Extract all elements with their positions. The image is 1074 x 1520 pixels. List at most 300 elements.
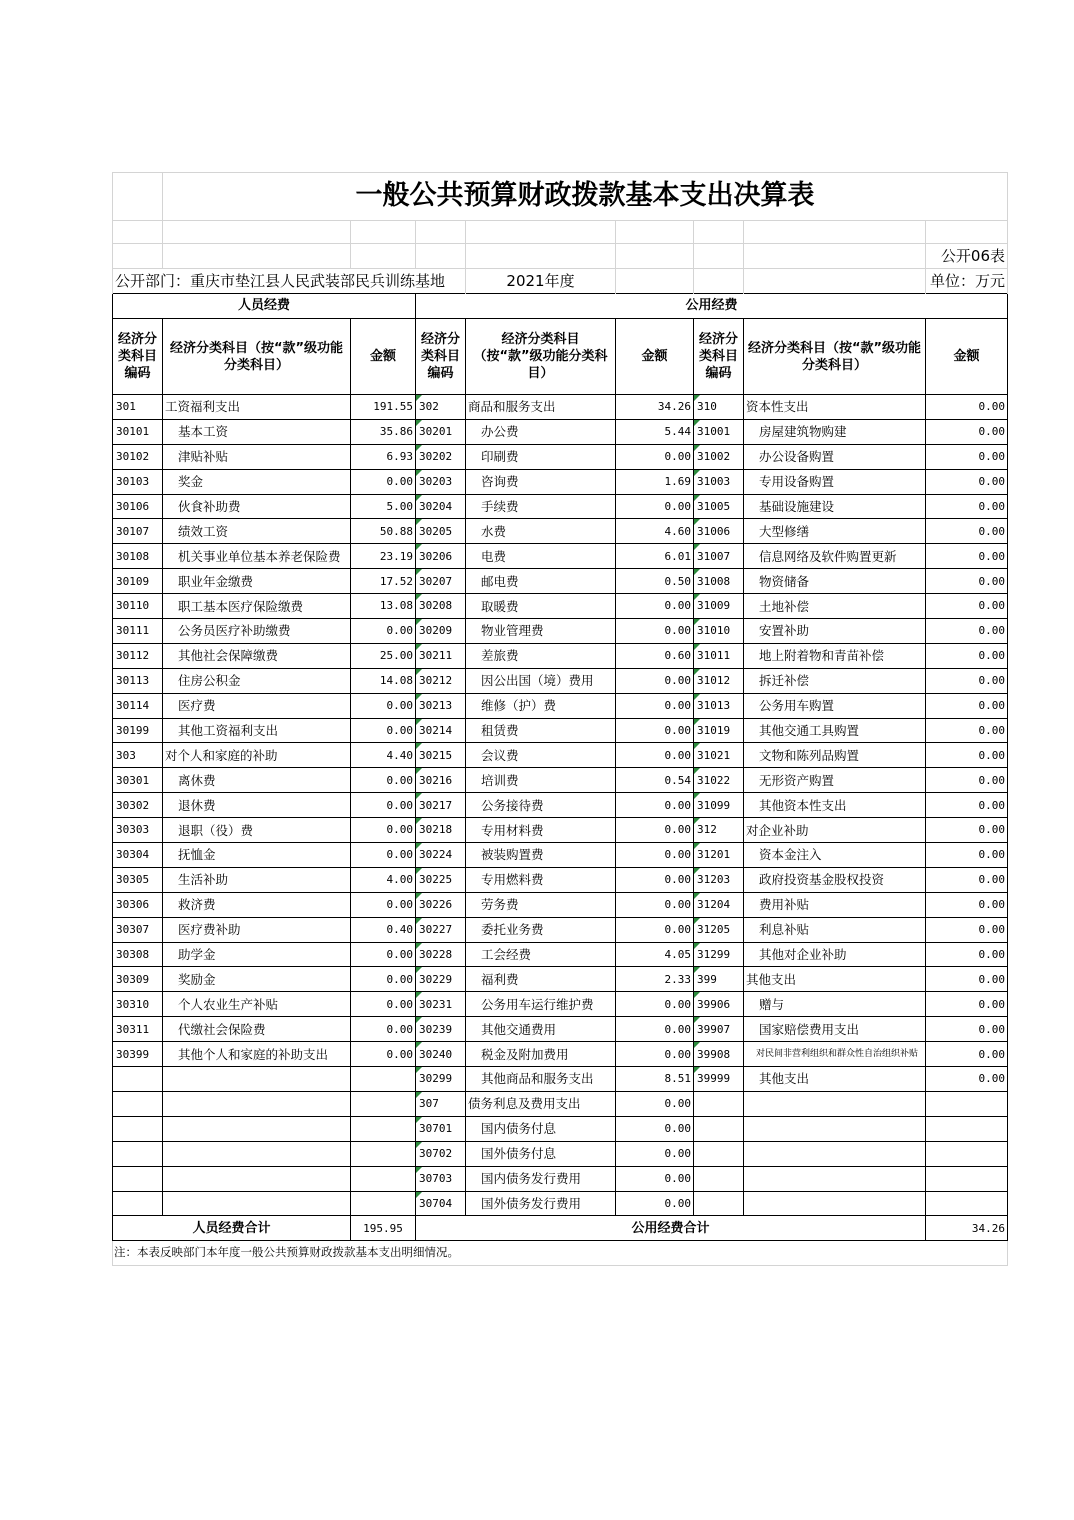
title-row [113,173,1008,221]
public-1-code-cell: 30704 [416,1191,466,1216]
personnel-amount-cell: 13.08 [351,594,416,619]
public-2-code-cell: 31013 [694,693,744,718]
personnel-name-cell: 个人农业生产补贴 [163,992,351,1017]
public-2-code-cell [694,1091,744,1116]
public-1-name-cell: 专用材料费 [466,818,616,843]
personnel-name-cell: 退休费 [163,793,351,818]
personnel-code-cell: 30102 [113,444,163,469]
table-row [113,843,1008,868]
personnel-amount-cell: 0.00 [351,1042,416,1067]
personnel-code-cell: 301 [113,395,163,420]
public-1-amount-cell: 0.00 [616,793,694,818]
public-1-amount-cell: 6.01 [616,544,694,569]
public-2-name-cell: 其他支出 [744,1067,926,1092]
public-1-amount-cell: 34.26 [616,395,694,420]
personnel-name-cell [163,1067,351,1092]
table-row [113,1116,1008,1141]
table-row [113,594,1008,619]
personnel-amount-cell [351,1166,416,1191]
personnel-code-cell: 30103 [113,469,163,494]
public-1-name-cell: 其他交通费用 [466,1017,616,1042]
public-2-name-cell: 资本性支出 [744,395,926,420]
public-2-amount-cell: 0.00 [926,569,1008,594]
table-row [113,1191,1008,1216]
table-row [113,1067,1008,1092]
public-1-code-cell: 30215 [416,743,466,768]
personnel-code-cell: 30106 [113,494,163,519]
table-row [113,892,1008,917]
public-2-code-cell [694,1191,744,1216]
blank-cell [926,221,1008,244]
public-1-code-cell: 30203 [416,469,466,494]
public-2-amount-cell: 0.00 [926,594,1008,619]
blank-cell [416,221,466,244]
public-2-amount-cell [926,1191,1008,1216]
personnel-amount-cell: 0.00 [351,818,416,843]
public-1-code-cell: 307 [416,1091,466,1116]
public-1-amount-cell: 0.00 [616,668,694,693]
table-row [113,1091,1008,1116]
public-1-amount-cell: 0.00 [616,892,694,917]
public-1-amount-header: 金额 [616,319,694,395]
public-1-name-cell: 租赁费 [466,718,616,743]
table-note: 注：本表反映部门本年度一般公共预算财政拨款基本支出明细情况。 [113,1241,1008,1266]
public-1-name-cell: 邮电费 [466,569,616,594]
public-2-name-cell: 国家赔偿费用支出 [744,1017,926,1042]
personnel-name-cell: 救济费 [163,892,351,917]
public-2-name-cell: 文物和陈列品购置 [744,743,926,768]
public-2-name-cell: 费用补贴 [744,892,926,917]
public-2-code-cell: 39907 [694,1017,744,1042]
blank-cell [466,244,616,269]
public-2-name-cell: 安置补助 [744,619,926,644]
table-row [113,444,1008,469]
personnel-code-cell [113,1166,163,1191]
personnel-amount-cell [351,1091,416,1116]
public-1-amount-cell: 2.33 [616,967,694,992]
blank-cell [694,269,744,294]
public-1-code-header: 经济分类科目编码 [416,319,466,395]
personnel-amount-cell: 4.40 [351,743,416,768]
personnel-code-cell: 30101 [113,419,163,444]
public-1-amount-cell: 0.00 [616,1017,694,1042]
public-1-code-cell: 30208 [416,594,466,619]
blank-cell [616,221,694,244]
public-2-code-cell: 31204 [694,892,744,917]
blank-cell [351,244,416,269]
public-2-name-cell: 房屋建筑物购建 [744,419,926,444]
blank-cell [113,173,163,221]
public-2-amount-cell: 0.00 [926,718,1008,743]
personnel-name-cell: 抚恤金 [163,843,351,868]
sheet-footer [113,1216,1008,1266]
public-2-name-cell: 物资储备 [744,569,926,594]
public-2-code-header: 经济分类科目编码 [694,319,744,395]
public-2-amount-cell: 0.00 [926,1017,1008,1042]
public-2-code-cell: 31010 [694,619,744,644]
public-2-code-cell: 31007 [694,544,744,569]
public-1-name-cell: 印刷费 [466,444,616,469]
public-2-name-cell: 地上附着物和青苗补偿 [744,643,926,668]
personnel-amount-cell: 0.00 [351,718,416,743]
table-body [113,395,1008,1216]
blank-cell [416,244,466,269]
public-1-name-cell: 公务用车运行维护费 [466,992,616,1017]
public-2-name-cell: 其他支出 [744,967,926,992]
blank-cell [163,221,351,244]
public-2-name-cell: 资本金注入 [744,843,926,868]
table-row [113,494,1008,519]
personnel-code-cell: 30199 [113,718,163,743]
public-1-amount-cell: 0.00 [616,619,694,644]
public-1-amount-cell: 0.00 [616,1116,694,1141]
table-row [113,395,1008,420]
public-1-name-cell: 国内债务付息 [466,1116,616,1141]
table-row [113,1042,1008,1067]
personnel-code-cell: 30304 [113,843,163,868]
personnel-name-cell: 助学金 [163,942,351,967]
table-row [113,469,1008,494]
personnel-name-header: 经济分类科目（按“款”级功能分类科目） [163,319,351,395]
public-2-name-cell: 无形资产购置 [744,768,926,793]
table-row [113,718,1008,743]
public-2-amount-cell [926,1116,1008,1141]
public-1-amount-cell: 0.60 [616,643,694,668]
public-2-name-cell: 其他资本性支出 [744,793,926,818]
table-row [113,793,1008,818]
public-1-name-cell: 取暖费 [466,594,616,619]
public-1-code-cell: 30211 [416,643,466,668]
form-number-row [113,244,1008,269]
note-row [113,1241,1008,1266]
blank-cell [744,244,926,269]
public-2-name-header: 经济分类科目（按“款”级功能分类科目） [744,319,926,395]
personnel-name-cell: 职业年金缴费 [163,569,351,594]
personnel-name-cell: 住房公积金 [163,668,351,693]
personnel-code-cell: 30112 [113,643,163,668]
public-1-name-cell: 工会经费 [466,942,616,967]
public-2-code-cell: 31001 [694,419,744,444]
expenditure-table [112,172,1008,1266]
personnel-code-cell: 30110 [113,594,163,619]
public-2-amount-cell: 0.00 [926,818,1008,843]
personnel-total-amount: 195.95 [351,1216,416,1241]
public-1-amount-cell: 0.00 [616,743,694,768]
personnel-amount-cell: 0.00 [351,843,416,868]
public-1-name-cell: 维修（护）费 [466,693,616,718]
table-row [113,917,1008,942]
public-1-name-cell: 税金及附加费用 [466,1042,616,1067]
public-2-name-cell: 土地补偿 [744,594,926,619]
unit-label: 单位：万元 [926,269,1008,294]
public-2-amount-cell: 0.00 [926,444,1008,469]
public-2-code-cell [694,1166,744,1191]
personnel-amount-cell: 0.00 [351,469,416,494]
public-1-amount-cell: 0.00 [616,1091,694,1116]
personnel-amount-cell [351,1141,416,1166]
public-1-amount-cell: 0.00 [616,594,694,619]
public-2-code-cell: 31299 [694,942,744,967]
public-1-amount-cell: 0.00 [616,867,694,892]
table-row [113,942,1008,967]
public-1-code-cell: 30217 [416,793,466,818]
personnel-amount-cell: 0.00 [351,942,416,967]
public-2-amount-cell: 0.00 [926,992,1008,1017]
public-1-name-cell: 被装购置费 [466,843,616,868]
personnel-name-cell [163,1091,351,1116]
personnel-code-cell: 30399 [113,1042,163,1067]
sheet-header [113,173,1008,395]
public-2-name-cell: 拆迁补偿 [744,668,926,693]
personnel-amount-cell: 23.19 [351,544,416,569]
personnel-amount-cell [351,1191,416,1216]
personnel-amount-cell: 0.00 [351,768,416,793]
blank-cell [616,244,694,269]
public-1-amount-cell: 0.54 [616,768,694,793]
personnel-name-cell: 代缴社会保险费 [163,1017,351,1042]
public-1-code-cell: 30207 [416,569,466,594]
public-2-code-cell: 31201 [694,843,744,868]
public-2-code-cell: 39908 [694,1042,744,1067]
table-row [113,992,1008,1017]
personnel-code-cell: 30114 [113,693,163,718]
form-number: 公开06表 [926,244,1008,269]
public-2-name-cell: 政府投资基金股权投资 [744,867,926,892]
personnel-amount-cell: 4.00 [351,867,416,892]
public-1-amount-cell: 0.00 [616,1042,694,1067]
public-2-amount-cell: 0.00 [926,793,1008,818]
table-row [113,867,1008,892]
personnel-code-cell: 30302 [113,793,163,818]
personnel-total-label: 人员经费合计 [113,1216,351,1241]
public-2-name-cell: 其他交通工具购置 [744,718,926,743]
personnel-code-cell: 30111 [113,619,163,644]
public-2-name-cell [744,1191,926,1216]
table-row [113,1141,1008,1166]
personnel-amount-cell: 0.40 [351,917,416,942]
public-total-amount: 34.26 [926,1216,1008,1241]
personnel-name-cell: 津贴补贴 [163,444,351,469]
blank-cell [744,221,926,244]
public-1-name-cell: 因公出国（境）费用 [466,668,616,693]
table-row [113,619,1008,644]
public-2-code-cell: 39906 [694,992,744,1017]
public-1-name-cell: 其他商品和服务支出 [466,1067,616,1092]
public-2-code-cell: 31205 [694,917,744,942]
table-row [113,693,1008,718]
fiscal-year: 2021年度 [466,269,616,294]
public-2-amount-cell: 0.00 [926,668,1008,693]
public-2-code-cell: 31005 [694,494,744,519]
public-2-code-cell: 31002 [694,444,744,469]
public-2-code-cell: 31099 [694,793,744,818]
blank-cell [113,221,163,244]
blank-cell [351,221,416,244]
table-row [113,668,1008,693]
blank-cell [466,221,616,244]
public-1-amount-cell: 4.05 [616,942,694,967]
public-1-amount-cell: 0.00 [616,917,694,942]
public-1-code-cell: 30204 [416,494,466,519]
public-2-name-cell: 信息网络及软件购置更新 [744,544,926,569]
public-1-name-cell: 手续费 [466,494,616,519]
public-1-name-cell: 物业管理费 [466,619,616,644]
public-2-code-cell: 310 [694,395,744,420]
public-1-code-cell: 30214 [416,718,466,743]
public-2-code-cell: 31021 [694,743,744,768]
public-2-code-cell: 39999 [694,1067,744,1092]
total-row [113,1216,1008,1241]
blank-cell [694,244,744,269]
blank-cell [616,269,694,294]
personnel-name-cell: 医疗费补助 [163,917,351,942]
public-2-amount-cell: 0.00 [926,395,1008,420]
public-1-name-cell: 差旅费 [466,643,616,668]
public-2-name-cell [744,1091,926,1116]
public-1-amount-cell: 0.00 [616,1141,694,1166]
public-2-amount-cell: 0.00 [926,867,1008,892]
personnel-amount-cell: 17.52 [351,569,416,594]
public-1-code-cell: 30225 [416,867,466,892]
section-header-row [113,294,1008,319]
public-2-amount-cell: 0.00 [926,1042,1008,1067]
blank-cell [113,244,163,269]
public-1-code-cell: 30209 [416,619,466,644]
personnel-code-cell [113,1141,163,1166]
table-row [113,818,1008,843]
public-1-name-cell: 劳务费 [466,892,616,917]
public-2-amount-cell [926,1091,1008,1116]
department-row [113,269,1008,294]
public-1-name-cell: 咨询费 [466,469,616,494]
personnel-code-cell: 30107 [113,519,163,544]
public-2-code-cell: 399 [694,967,744,992]
public-1-amount-cell: 0.00 [616,1191,694,1216]
table-row [113,519,1008,544]
public-2-amount-header: 金额 [926,319,1008,395]
personnel-name-cell: 伙食补助费 [163,494,351,519]
public-2-code-cell: 31022 [694,768,744,793]
personnel-amount-cell: 0.00 [351,793,416,818]
public-1-amount-cell: 0.00 [616,1166,694,1191]
personnel-code-cell: 30108 [113,544,163,569]
public-1-name-cell: 水费 [466,519,616,544]
public-2-code-cell: 31006 [694,519,744,544]
public-2-amount-cell: 0.00 [926,693,1008,718]
public-1-code-cell: 30703 [416,1166,466,1191]
personnel-amount-cell [351,1067,416,1092]
public-1-code-cell: 302 [416,395,466,420]
public-2-name-cell: 其他对企业补助 [744,942,926,967]
personnel-name-cell: 其他社会保障缴费 [163,643,351,668]
personnel-amount-cell: 0.00 [351,1017,416,1042]
public-1-amount-cell: 0.00 [616,992,694,1017]
public-1-code-cell: 30299 [416,1067,466,1092]
public-2-amount-cell [926,1166,1008,1191]
public-1-name-cell: 国外债务付息 [466,1141,616,1166]
personnel-amount-cell: 6.93 [351,444,416,469]
public-2-code-cell: 31003 [694,469,744,494]
public-2-amount-cell: 0.00 [926,469,1008,494]
personnel-amount-cell: 14.08 [351,668,416,693]
public-2-code-cell: 31008 [694,569,744,594]
public-2-name-cell [744,1166,926,1191]
public-1-name-cell: 福利费 [466,967,616,992]
personnel-amount-cell: 5.00 [351,494,416,519]
public-1-name-cell: 培训费 [466,768,616,793]
personnel-amount-cell: 50.88 [351,519,416,544]
public-2-name-cell: 对民间非营利组织和群众性自治组织补贴 [744,1042,926,1067]
public-2-name-cell [744,1141,926,1166]
public-1-code-cell: 30216 [416,768,466,793]
public-2-name-cell: 大型修缮 [744,519,926,544]
public-1-amount-cell: 8.51 [616,1067,694,1092]
public-2-amount-cell: 0.00 [926,942,1008,967]
personnel-name-cell: 职工基本医疗保险缴费 [163,594,351,619]
public-1-name-cell: 债务利息及费用支出 [466,1091,616,1116]
personnel-name-cell: 机关事业单位基本养老保险费 [163,544,351,569]
public-1-code-cell: 30231 [416,992,466,1017]
public-2-code-cell: 31019 [694,718,744,743]
public-2-amount-cell: 0.00 [926,419,1008,444]
public-2-code-cell: 31203 [694,867,744,892]
public-2-amount-cell: 0.00 [926,494,1008,519]
personnel-name-cell [163,1191,351,1216]
spacer-row [113,221,1008,244]
personnel-code-cell: 30305 [113,867,163,892]
personnel-name-cell: 工资福利支出 [163,395,351,420]
public-1-code-cell: 30228 [416,942,466,967]
public-1-amount-cell: 4.60 [616,519,694,544]
public-1-name-cell: 公务接待费 [466,793,616,818]
personnel-name-cell: 退职（役）费 [163,818,351,843]
public-1-amount-cell: 0.00 [616,693,694,718]
public-1-code-cell: 30205 [416,519,466,544]
public-1-name-cell: 会议费 [466,743,616,768]
public-1-code-cell: 30206 [416,544,466,569]
public-1-code-cell: 30201 [416,419,466,444]
personnel-name-cell: 基本工资 [163,419,351,444]
public-1-code-cell: 30202 [416,444,466,469]
public-2-code-cell [694,1141,744,1166]
public-1-name-cell: 委托业务费 [466,917,616,942]
personnel-amount-header: 金额 [351,319,416,395]
public-1-code-cell: 30226 [416,892,466,917]
public-2-amount-cell: 0.00 [926,619,1008,644]
personnel-code-cell: 30303 [113,818,163,843]
section-header-personnel: 人员经费 [113,294,416,319]
public-2-name-cell: 对企业补助 [744,818,926,843]
blank-cell [744,269,926,294]
public-1-code-cell: 30224 [416,843,466,868]
public-1-name-cell: 电费 [466,544,616,569]
public-1-name-cell: 专用燃料费 [466,867,616,892]
column-header-row [113,319,1008,395]
blank-cell [163,244,351,269]
personnel-amount-cell [351,1116,416,1141]
personnel-code-cell [113,1116,163,1141]
public-1-code-cell: 30239 [416,1017,466,1042]
public-2-code-cell [694,1116,744,1141]
public-2-amount-cell: 0.00 [926,643,1008,668]
personnel-name-cell [163,1116,351,1141]
table-row [113,544,1008,569]
public-1-amount-cell: 0.00 [616,494,694,519]
section-header-public: 公用经费 [416,294,1008,319]
public-1-name-cell: 办公费 [466,419,616,444]
table-row [113,967,1008,992]
public-1-code-cell: 30212 [416,668,466,693]
